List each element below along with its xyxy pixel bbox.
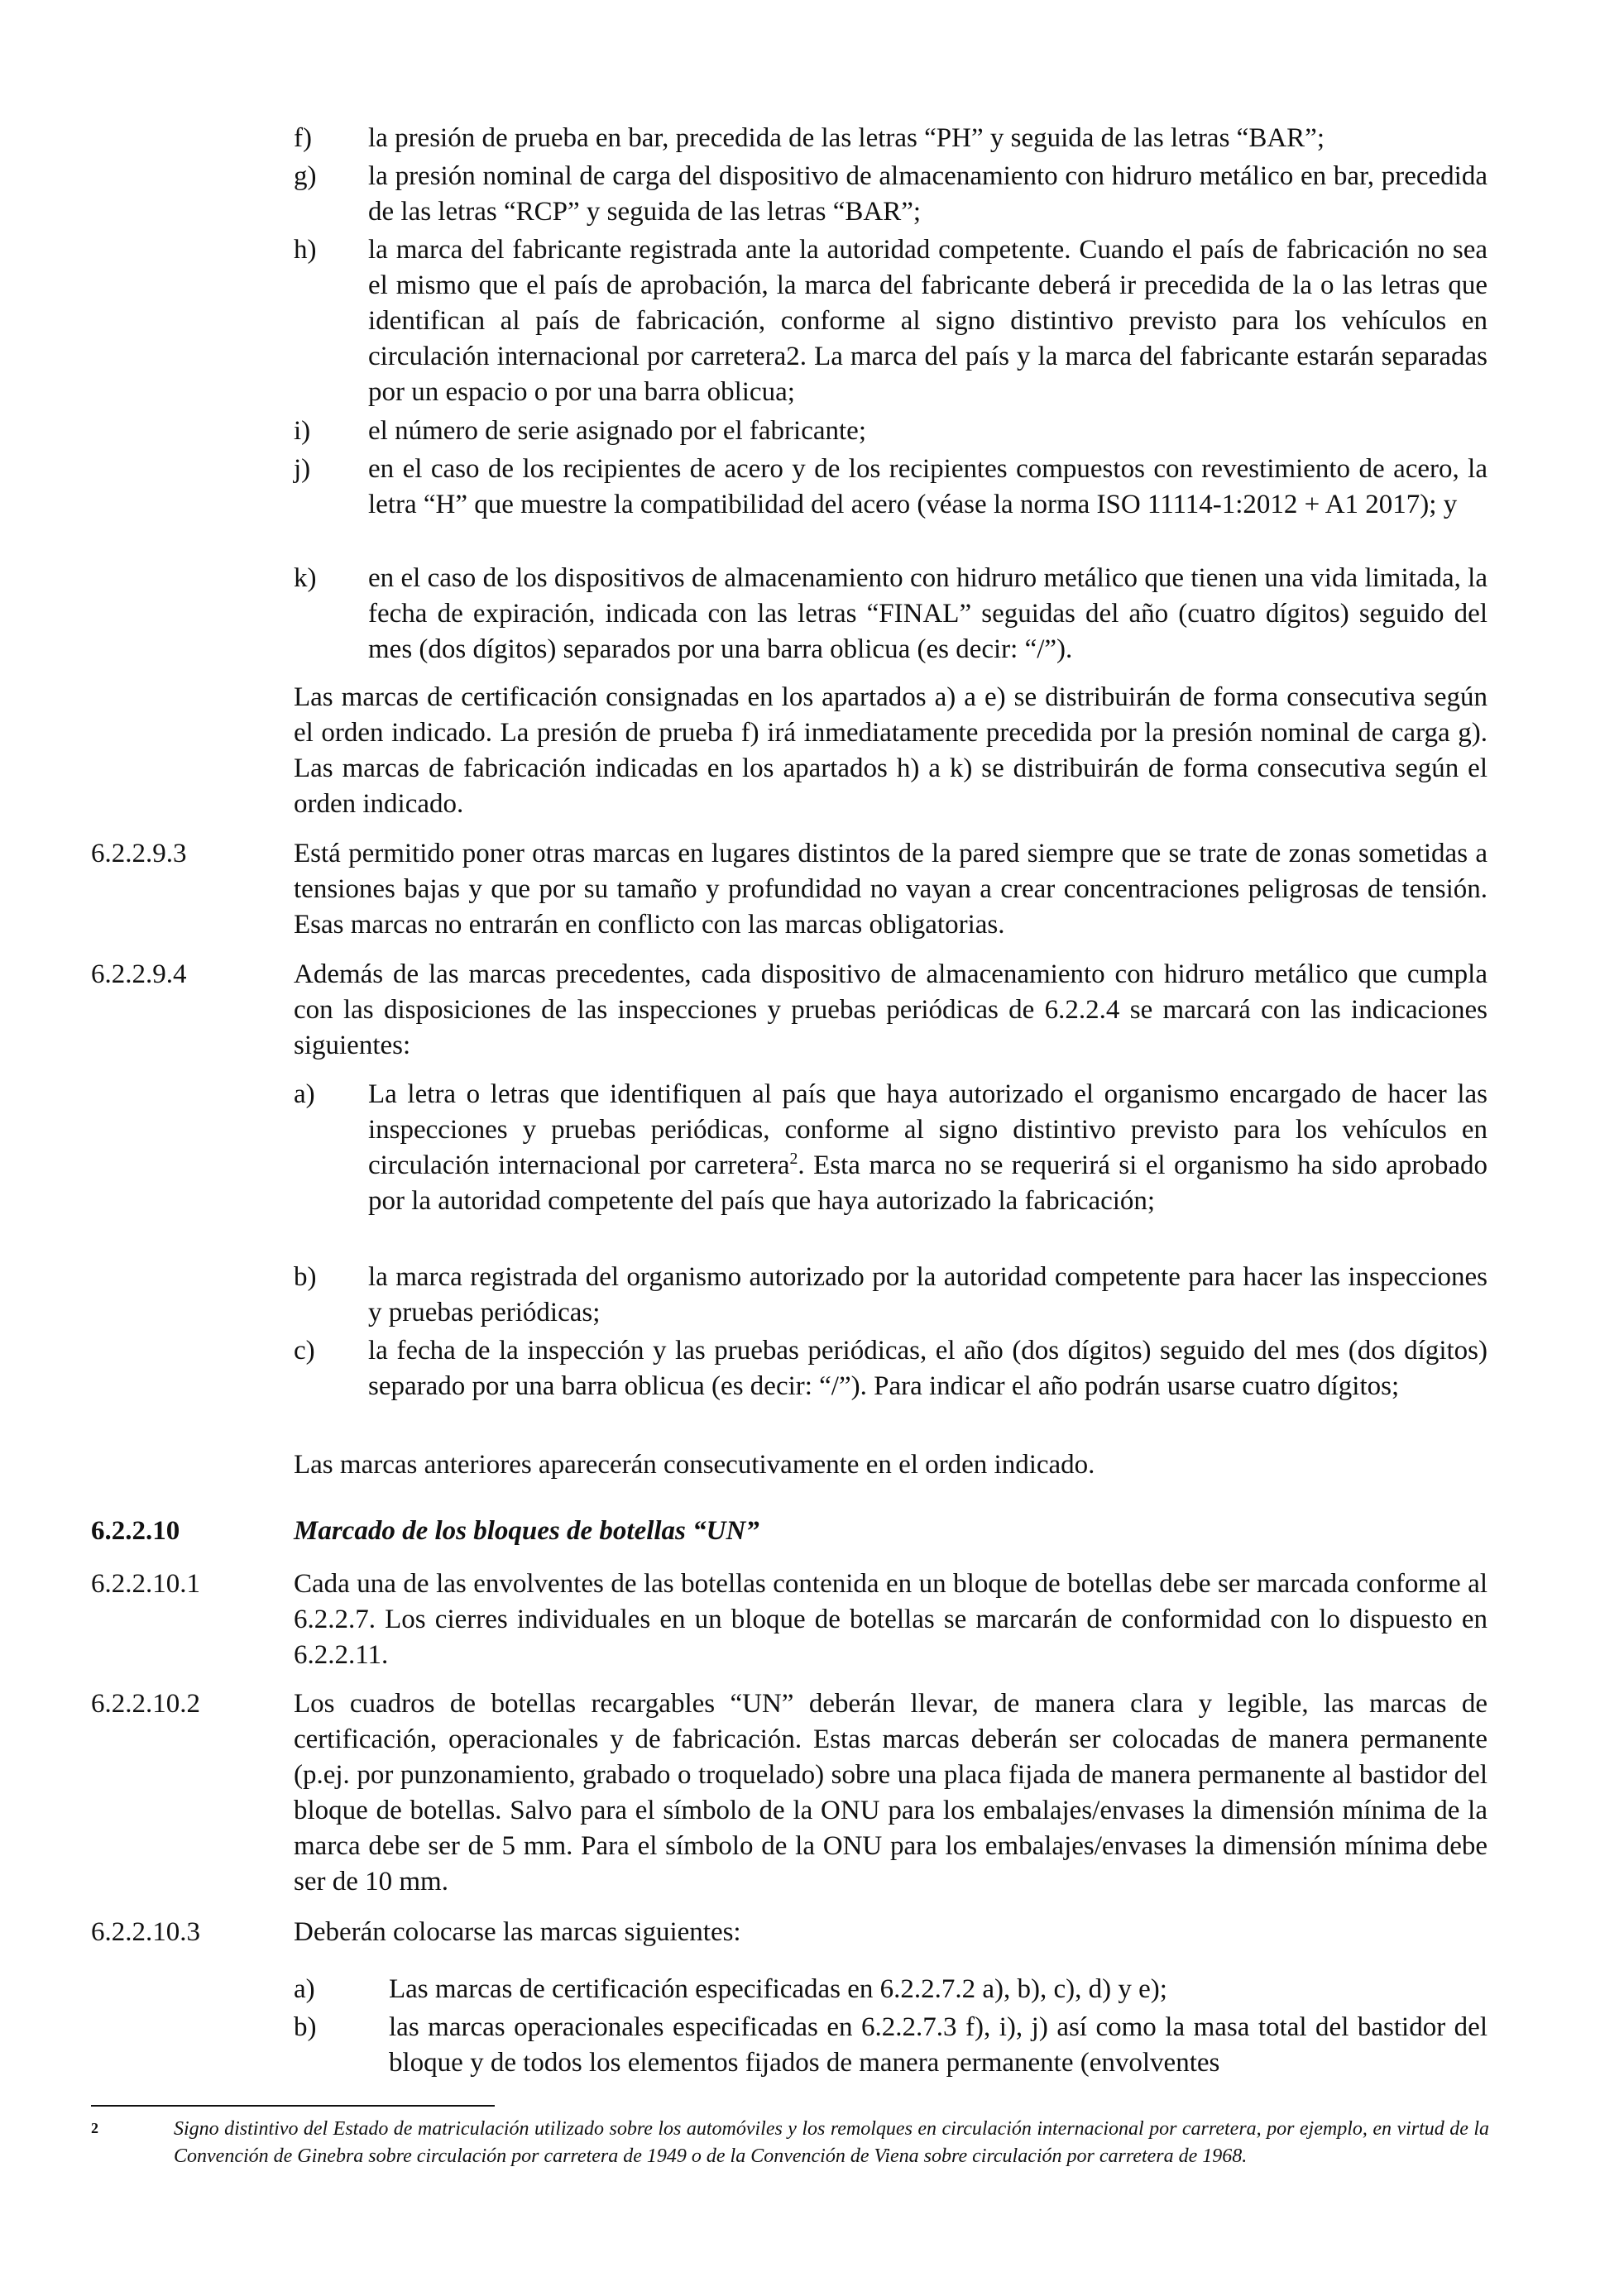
section-text: Los cuadros de botellas recargables “UN” deberán llevar, de manera clara y legible, las marcas de certificación, operacionales y de fabricación. Estas marcas deberán ser colocadas de manera permanente (p.ej. por punzonamiento, grabado o troquelado) sobre una placa fijada de manera permanente al bastidor del bloque de botellas. Salvo para el símbolo de la ONU para los embalajes/envases la dimensión mínima de la marca debe ser de 5 mm. Para el símbolo de la ONU para los embalajes/envases la dimensión mínima debe ser de 10 mm. (294, 1689, 1487, 1897)
section-number: 6.2.2.10.3 (91, 1917, 200, 1947)
section-number: 6.2.2.9.4 (91, 959, 187, 989)
item-text: Las marcas de certificación especificadas en 6.2.2.7.2 a), b), c), d) y e); (389, 1974, 1167, 2004)
item-label: b) (294, 2012, 317, 2042)
section-text: Cada una de las envolventes de las botellas contenida en un bloque de botellas debe ser marcada conforme al 6.2.2.7. Los cierres individuales en un bloque de botellas se marcarán de conformidad con lo dispuesto en 6.2.2.11. (294, 1569, 1487, 1670)
section-text: Además de las marcas precedentes, cada dispositivo de almacenamiento con hidruro metálico que cumpla con las disposiciones de las inspecciones y pruebas periódicas de 6.2.2.4 se marcará con las indicaciones siguientes: (294, 959, 1487, 1060)
item-text: la fecha de la inspección y las pruebas periódicas, el año (dos dígitos) seguido del mes (dos dígitos) separado por una barra oblicua (es decir: “/”). Para indicar el año podrán usarse cuatro dígitos; (368, 1336, 1487, 1401)
item-text: en el caso de los dispositivos de almacenamiento con hidruro metálico que tienen una vida limitada, la fecha de expiración, indicada con las letras “FINAL” seguidas del año (cuatro dígitos) seguido del mes (dos dígitos) separados por una barra oblicua (es decir: “/”). (368, 563, 1487, 664)
paragraph-certificacion: Las marcas de certificación consignadas en los apartados a) a e) se distribuirán de forma consecutiva según el orden indicado. La presión de prueba f) irá inmediatamente precedida por la presión nominal de carga g). Las marcas de fabricación indicadas en los apartados h) a k) se distribuirán de forma consecutiva según el orden indicado. (294, 682, 1487, 819)
item-label: h) (294, 235, 317, 265)
footnote-separator (91, 2105, 495, 2107)
item-text: el número de serie asignado por el fabricante; (368, 416, 866, 446)
section-title: Marcado de los bloques de botellas “UN” (294, 1516, 759, 1546)
item-label: f) (294, 123, 312, 153)
item-text: la presión nominal de carga del dispositivo de almacenamiento con hidruro metálico en bar, precedida de las letras “RCP” y seguida de las letras “BAR”; (368, 161, 1487, 227)
item-label: a) (294, 1079, 315, 1109)
item-text: las marcas operacionales especificadas en 6.2.2.7.3 f), i), j) así como la masa total del bastidor del bloque y de todos los elementos fijados de manera permanente (envolventes (389, 2012, 1487, 2078)
item-label: c) (294, 1336, 315, 1366)
paragraph-consecutivas: Las marcas anteriores aparecerán consecutivamente en el orden indicado. (294, 1450, 1095, 1480)
item-text: en el caso de los recipientes de acero y de los recipientes compuestos con revestimiento de acero, la letra “H” que muestre la compatibilidad del acero (véase la norma ISO 11114-1:2012 + A1 2017); y (368, 454, 1487, 519)
section-number: 6.2.2.10 (91, 1516, 180, 1546)
item-label: k) (294, 563, 317, 593)
section-number: 6.2.2.10.1 (91, 1569, 200, 1599)
item-label: i) (294, 416, 311, 446)
item-label: b) (294, 1262, 317, 1292)
item-label: a) (294, 1974, 315, 2004)
item-text: la marca del fabricante registrada ante la autoridad competente. Cuando el país de fabricación no sea el mismo que el país de aprobación, la marca del fabricante deberá ir precedida de la o las letras que identifican al país de fabricación, conforme al signo distintivo previsto para los vehículos en circulación internacional por carretera2. La marca del país y la marca del fabricante estarán separadas por un espacio o por una barra oblicua; (368, 235, 1487, 407)
section-text: Deberán colocarse las marcas siguientes: (294, 1917, 741, 1947)
item-label: g) (294, 161, 317, 191)
footnote-ref: 2 (789, 1150, 798, 1168)
item-text: la presión de prueba en bar, precedida de las letras “PH” y seguida de las letras “BAR”; (368, 123, 1325, 153)
item-text: la marca registrada del organismo autorizado por la autoridad competente para hacer las inspecciones y pruebas periódicas; (368, 1262, 1487, 1327)
section-number: 6.2.2.10.2 (91, 1689, 200, 1719)
section-number: 6.2.2.9.3 (91, 839, 187, 868)
footnote-text: Signo distintivo del Estado de matriculación utilizado sobre los automóviles y los remolques en circulación internacional por carretera, por ejemplo, en virtud de la Convención de Ginebra sobre circulación por carretera de 1949 o de la Convención de Viena sobre circulación por carretera de 1968. (174, 2118, 1489, 2167)
item-text: La letra o letras que identifiquen al país que haya autorizado el organismo encargado de hacer las inspecciones y pruebas periódicas, conforme al signo distintivo previsto para los vehículos en circulación internacional por carretera$^2$. Esta marca no se requerirá si el organismo ha sido aprobado por la autoridad competente del país que haya autorizado la fabricación; (368, 1079, 1488, 1216)
section-text: Está permitido poner otras marcas en lugares distintos de la pared siempre que se trate de zonas sometidas a tensiones bajas y que por su tamaño y profundidad no vayan a crear concentraciones peligrosas de tensión. Esas marcas no entrarán en conflicto con las marcas obligatorias. (294, 839, 1487, 940)
item-label: j) (294, 454, 311, 484)
footnote-number: 2 (91, 2120, 98, 2136)
